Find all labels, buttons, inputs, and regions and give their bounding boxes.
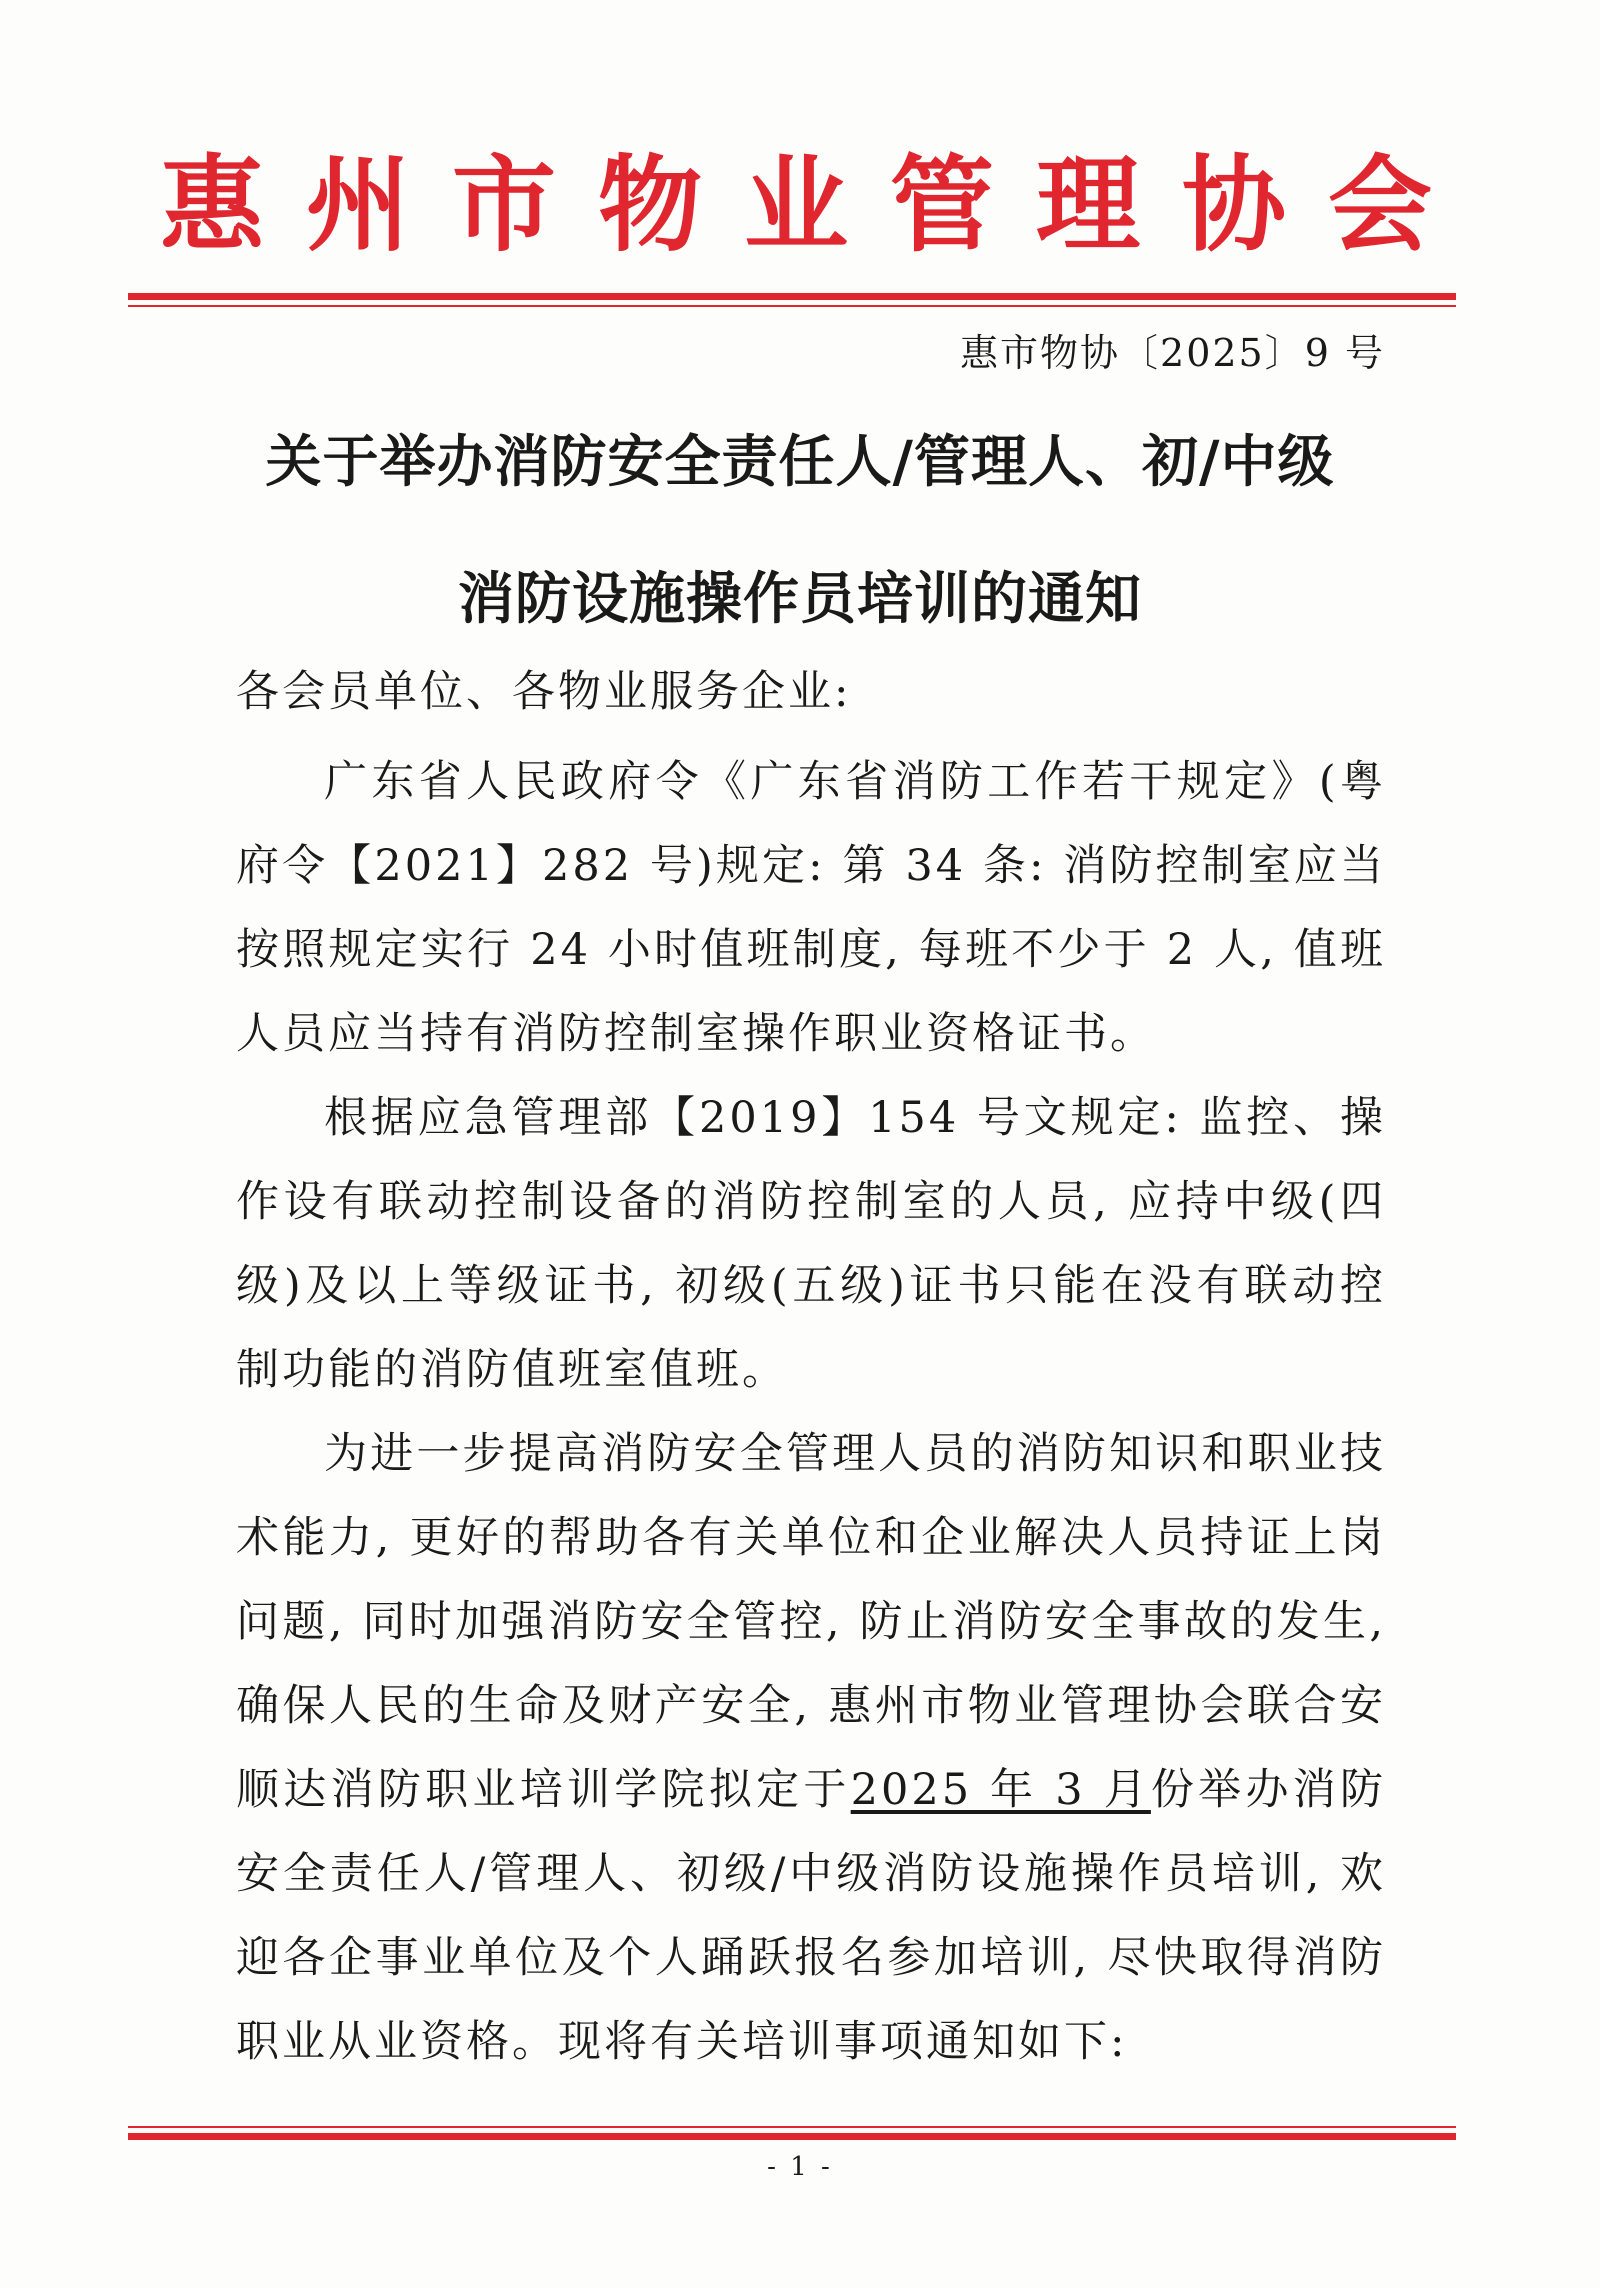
paragraph-text: 广东省人民政府令《广东省消防工作若干规定》(粤府令【2021】282 号)规定: 第 34 条: 消防控制室应当按照规定实行 24 小时值班制度, 每班不少于 2 人, 值班人员应当持有消防控制室操作职业资格证书。 — [236, 757, 1386, 1059]
paragraph-text: 根据应急管理部【2019】154 号文规定: 监控、操作设有联动控制设备的消防控制室的人员, 应持中级(四级)及以上等级证书, 初级(五级)证书只能在没有联动控制功能的消防值班室值班。 — [236, 1093, 1386, 1395]
paragraph-text — [236, 1412, 1386, 2084]
paragraph-text-part: 份举办消防安全责任人/管理人、初级/中级消防设施操作员培训, 欢迎各企事业单位及个人踊跃报名参加培训, 尽快取得消防职业从业资格。现将有关培训事项通知如下: — [236, 1765, 1387, 2067]
organization-header: 惠州市物业管理协会 — [160, 143, 1475, 266]
footer-red-rule-thin — [128, 2126, 1456, 2128]
body-paragraph-2 — [236, 1076, 1386, 1412]
notice-title-line-2: 消防设施操作员培训的通知 — [458, 566, 1142, 632]
document-number: 惠市物协〔2025〕9 号 — [960, 331, 1385, 375]
page-number: - 1 - — [767, 2152, 833, 2182]
salutation: 各会员单位、各物业服务企业: — [236, 667, 852, 717]
header-red-rule-thick — [128, 293, 1456, 300]
header-red-rule-thin — [128, 305, 1456, 307]
paragraph-text-part: 为进一步提高消防安全管理人员的消防知识和职业技术能力, 更好的帮助各有关单位和企业解决人员持证上岗问题, 同时加强消防安全管控, 防止消防安全事故的发生, 确保人民的生命及财产安全, 惠州市物业管理协会联合安顺达消防职业培训学院拟定于 — [236, 1429, 1386, 1815]
notice-title-line-1: 关于举办消防安全责任人/管理人、初/中级 — [265, 429, 1335, 495]
body-paragraph-3 — [236, 1412, 1386, 2084]
footer-red-rule-thick — [128, 2133, 1456, 2140]
training-date-underlined: 2025 年 3 月 — [850, 1765, 1151, 1815]
body-paragraph-1 — [236, 740, 1386, 1076]
